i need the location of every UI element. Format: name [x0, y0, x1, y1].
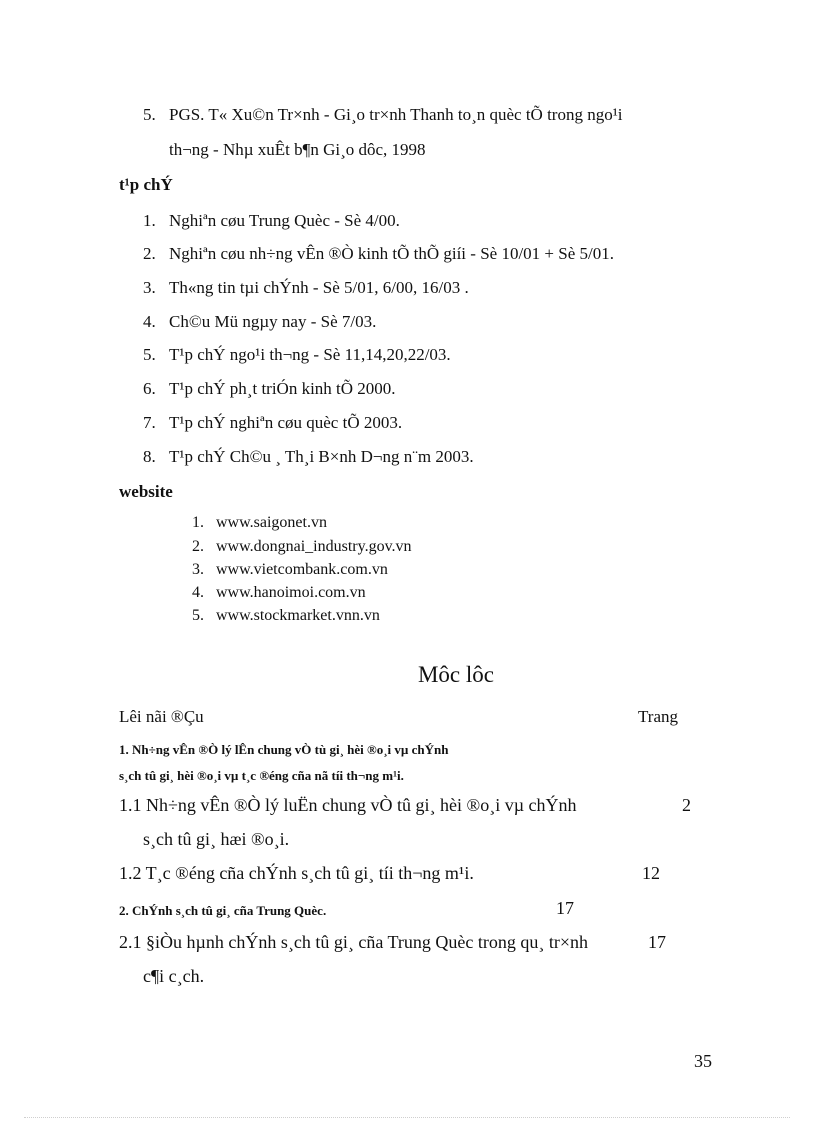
website-item [192, 514, 327, 532]
journal-item-number: 2. [143, 244, 156, 263]
toc-section-1: 1. Nh÷ng vÊn ®Ò lý lÊn chung vÒ tù gi¸ hèi ®o¸i vµ chÝnh [119, 742, 449, 757]
journal-item-text: Nghiªn cøu nh÷ng vÊn ®Ò kinh tÕ thÕ giíi - Sè 10/01 + Sè 5/01. [169, 244, 614, 263]
toc-section-2-1: 2.1 §iÒu hµnh chÝnh s¸ch tû gi¸ cña Trung Quèc trong qu¸ tr×nh [119, 932, 588, 952]
journal-item [143, 413, 402, 433]
journal-item-text: T¹p chÝ ngo¹i th¬ng - Sè 11,14,20,22/03. [169, 345, 451, 364]
journal-item [143, 278, 469, 298]
journal-item [143, 211, 400, 231]
footer-divider [24, 1117, 790, 1118]
journal-item-number: 1. [143, 211, 156, 230]
toc-section-1-continuation: s¸ch tû gi¸ hèi ®o¸i vµ t¸c ®éng cña nã tíi th¬ng m¹i. [119, 768, 404, 783]
website-item-text: www.saigonet.vn [216, 514, 327, 531]
journal-item-number: 5. [143, 345, 156, 364]
website-item-number: 1. [192, 514, 204, 531]
website-item-text: www.vietcombank.com.vn [216, 561, 388, 578]
page-number: 35 [694, 1051, 712, 1071]
toc-section-1-1-page: 2 [682, 795, 691, 815]
journal-item [143, 379, 396, 399]
toc-title: Môc lôc [417, 662, 494, 687]
reference-item [143, 105, 623, 125]
toc-page-header: Trang [638, 707, 678, 726]
toc-section-1-1: 1.1 Nh÷ng vÊn ®Ò lý luËn chung vÒ tû gi¸ hèi ®o¸i vµ chÝnh [119, 795, 577, 815]
reference-item-continuation: th¬ng - Nhµ xuÊt b¶n Gi¸o dôc, 1998 [169, 140, 426, 159]
website-item [192, 584, 366, 602]
toc-section-2-1-continuation: c¶i c¸ch. [143, 966, 205, 986]
website-item-text: www.stockmarket.vnn.vn [216, 607, 380, 624]
journal-item [143, 345, 451, 365]
toc-section-2-page: 17 [556, 898, 574, 918]
journal-item-number: 8. [143, 447, 156, 466]
toc-section-2: 2. ChÝnh s¸ch tû gi¸ cña Trung Quèc. [119, 903, 327, 918]
journal-item-number: 3. [143, 278, 156, 297]
website-item [192, 607, 380, 625]
journal-item [143, 447, 474, 467]
journal-item-text: T¹p chÝ nghiªn cøu quèc tÕ 2003. [169, 413, 403, 432]
website-item-text: www.hanoimoi.com.vn [216, 584, 366, 601]
website-item-text: www.dongnai_industry.gov.vn [216, 538, 412, 555]
journal-item [143, 312, 376, 332]
journal-item-text: T¹p chÝ Ch©u ¸ Th¸i B×nh D¬ng n¨m 2003. [169, 447, 474, 466]
journal-item-number: 7. [143, 413, 156, 432]
journal-item-number: 4. [143, 312, 156, 331]
website-item [192, 561, 388, 579]
website-item-number: 4. [192, 584, 204, 601]
journal-item-text: T¹p chÝ ph¸t triÓn kinh tÕ 2000. [169, 379, 396, 398]
website-item-number: 2. [192, 538, 204, 555]
toc-section-2-1-page: 17 [648, 932, 666, 952]
journal-item-text: Ch©u Mü ngµy nay - Sè 7/03. [169, 312, 377, 331]
toc-section-1-2-page: 12 [642, 863, 660, 883]
toc-preface: Lêi nãi ®Çu [119, 707, 204, 726]
reference-item-text: PGS. T« Xu©n Tr×nh - Gi¸o tr×nh Thanh to¸n quèc tÕ trong ngo¹i [169, 105, 623, 124]
website-item [192, 538, 412, 556]
website-item-number: 3. [192, 561, 204, 578]
journal-item-text: Nghiªn cøu Trung Quèc - Sè 4/00. [169, 211, 400, 230]
toc-section-1-1-continuation: s¸ch tû gi¸ hæi ®o¸i. [143, 829, 290, 849]
websites-heading: website [119, 482, 173, 501]
website-item-number: 5. [192, 607, 204, 624]
reference-item-number: 5. [143, 105, 156, 124]
journal-item-number: 6. [143, 379, 156, 398]
journal-item-text: Th«ng tin tµi chÝnh - Sè 5/01, 6/00, 16/03 . [169, 278, 469, 297]
journals-heading: t¹p chÝ [119, 175, 173, 194]
toc-section-1-2: 1.2 T¸c ®éng cña chÝnh s¸ch tû gi¸ tíi th¬ng m¹i. [119, 863, 474, 883]
journal-item [143, 244, 614, 264]
